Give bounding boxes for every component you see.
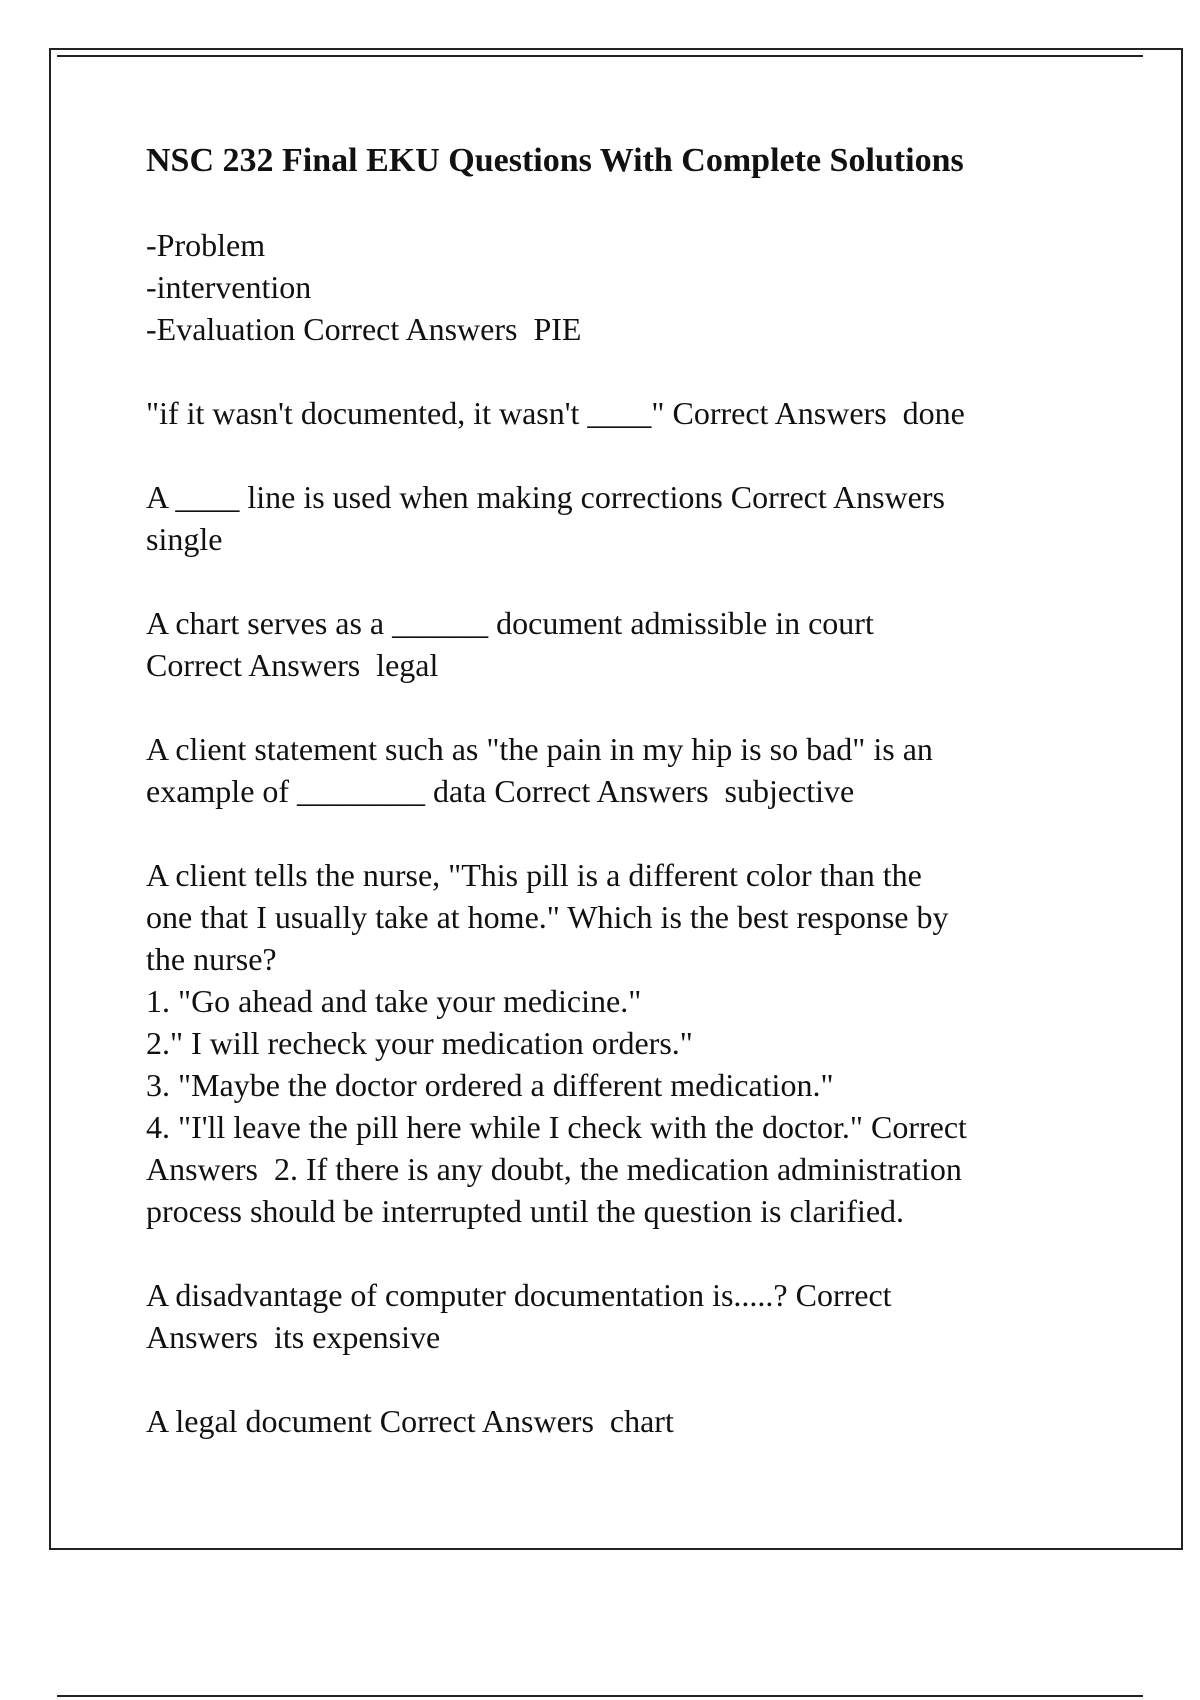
text-line: A chart serves as a ______ document admissible in court: [146, 605, 874, 641]
qa-item: [146, 602, 1106, 686]
text-line: one that I usually take at home." Which is the best response by: [146, 899, 949, 935]
qa-item: [146, 728, 1106, 812]
text-line: 1. "Go ahead and take your medicine.": [146, 983, 642, 1019]
document-title: NSC 232 Final EKU Questions With Complete Solutions: [146, 142, 964, 179]
text-line: -Evaluation Correct Answers PIE: [146, 311, 582, 347]
text-line: single: [146, 521, 223, 557]
text-line: A ____ line is used when making corrections Correct Answers: [146, 479, 945, 515]
text-line: 3. "Maybe the doctor ordered a different medication.": [146, 1067, 834, 1103]
text-line: -Problem: [146, 227, 266, 263]
text-line: 2." I will recheck your medication orders.": [146, 1025, 693, 1061]
text-line: A disadvantage of computer documentation is.....? Correct: [146, 1277, 892, 1313]
text-line: Answers its expensive: [146, 1319, 441, 1355]
text-line: A client tells the nurse, "This pill is a different color than the: [146, 857, 922, 893]
text-line: Correct Answers legal: [146, 647, 439, 683]
text-line: A client statement such as "the pain in my hip is so bad" is an: [146, 731, 933, 767]
header-rule: [57, 55, 1143, 57]
text-line: example of ________ data Correct Answers subjective: [146, 773, 855, 809]
text-line: process should be interrupted until the question is clarified.: [146, 1193, 905, 1229]
qa-item: [146, 476, 1106, 560]
text-line: "if it wasn't documented, it wasn't ____" Correct Answers done: [146, 395, 965, 431]
qa-item: [146, 392, 1106, 434]
qa-item: [146, 854, 1106, 1232]
footer-rule: [57, 1695, 1143, 1697]
text-line: 4. "I'll leave the pill here while I check with the doctor." Correct: [146, 1109, 967, 1145]
text-line: the nurse?: [146, 941, 277, 977]
document-body: [146, 140, 1106, 1484]
qa-item: [146, 224, 1106, 350]
text-line: -intervention: [146, 269, 312, 305]
text-line: A legal document Correct Answers chart: [146, 1403, 674, 1439]
qa-item: [146, 1274, 1106, 1358]
qa-item: [146, 1400, 1106, 1442]
text-line: Answers 2. If there is any doubt, the medication administration: [146, 1151, 962, 1187]
